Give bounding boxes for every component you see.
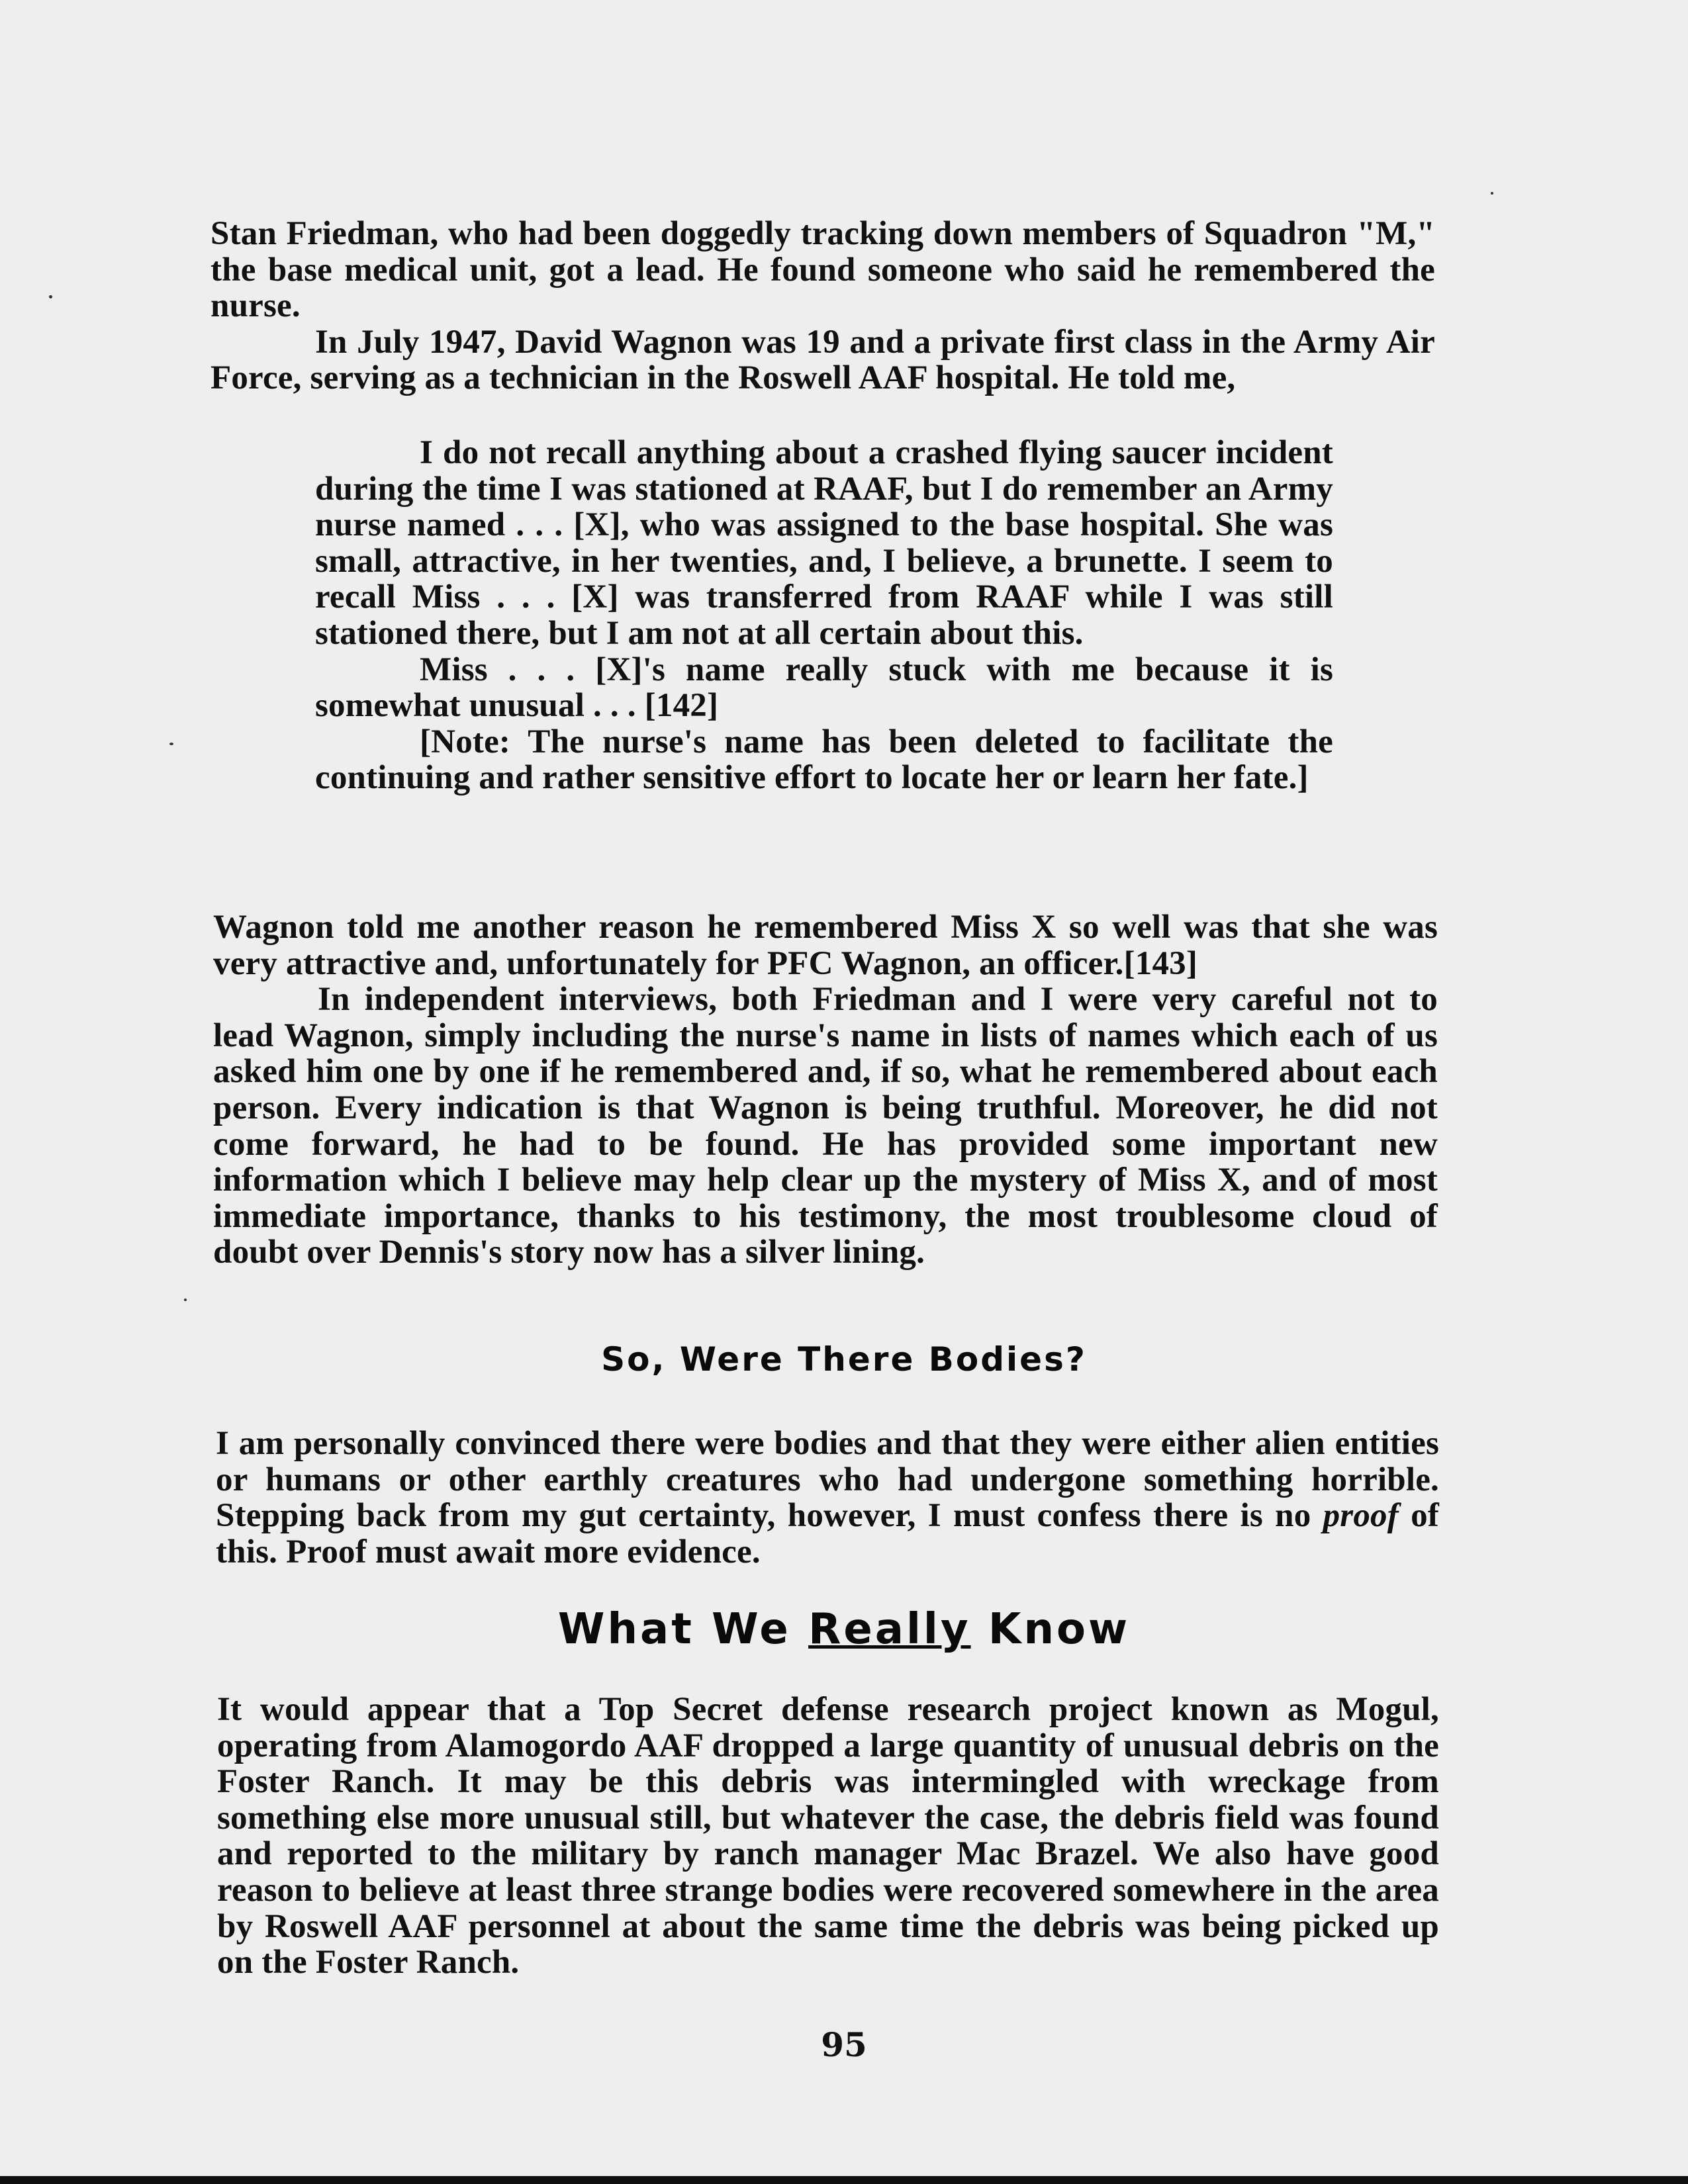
body-block-3 [216,1426,1439,1570]
block-quote [315,435,1333,796]
paragraph: Stan Friedman, who had been doggedly tracking down members of Squadron "M," the base medical unit, got a lead. He found someone who said he remembered the nurse. [211,215,1435,325]
paragraph: In independent interviews, both Friedman and I were very careful not to lead Wagnon, simply including the nurse's name in lists of names which each of us asked him one by one if he remembered and, if so, what he remembered about each person. Every indication is that Wagnon is being truthful. Moreover, he did not come forward, he had to be found. He has provided some important new information which I believe may help clear up the mystery of Miss X, and of most immediate importance, thanks to his testimony, the most troublesome cloud of doubt over Dennis's story now has a silver lining. [213,981,1438,1271]
scan-speck [184,1298,187,1301]
quote-paragraph: Miss . . . [X]'s name really stuck with me because it is somewhat unusual . . . [142] [315,651,1333,725]
paragraph: Wagnon told me another reason he remembered Miss X so well was that she was very attractive and, unfortunately for PFC Wagnon, an officer.[143] [213,909,1438,982]
quote-paragraph: I do not recall anything about a crashed flying saucer incident during the time I was stationed at RAAF, but I do remember an Army nurse named . . . [X], who was assigned to the base hospital. She was small, attractive, in her twenties, and, I believe, a brunette. I seem to recall Miss . . . [X] was transferred from RAAF while I was still stationed there, but I am not at all certain about this. [315,434,1333,652]
paragraph: I am personally convinced there were bodies and that they were either alien entities or humans or other earthly creatures who had undergone something horrible. Stepping back from my gut certainty, however, I must confess there is no proof of this. Proof must await more evidence. [216,1425,1439,1570]
scan-speck [169,743,173,745]
page-number: 95 [821,2025,867,2064]
paragraph: In July 1947, David Wagnon was 19 and a private first class in the Army Air Force, serving as a technician in the Roswell AAF hospital. He told me, [211,323,1435,397]
scan-speck [1491,192,1493,195]
quote-note: [Note: The nurse's name has been deleted to facilitate the continuing and rather sensitive effort to locate her or learn her fate.] [315,723,1333,797]
body-block-2 [213,909,1438,1271]
scan-bottom-edge [0,2176,1688,2184]
scan-speck [49,295,52,298]
body-block-1 [211,216,1435,396]
section-heading-what-we-know: What We Really Know [557,1605,1131,1654]
body-block-4 [217,1692,1439,1981]
section-heading-bodies: So, Were There Bodies? [601,1340,1087,1379]
paragraph: It would appear that a Top Secret defense research project known as Mogul, operating from Alamogordo AAF dropped a large quantity of unusual debris on the Foster Ranch. It may be this debris was intermingled with wreckage from something else more unusual still, but whatever the case, the debris field was found and reported to the military by ranch manager Mac Brazel. We also have good reason to believe at least three strange bodies were recovered somewhere in the area by Roswell AAF personnel at about the same time the debris was being picked up on the Foster Ranch. [217,1691,1439,1981]
